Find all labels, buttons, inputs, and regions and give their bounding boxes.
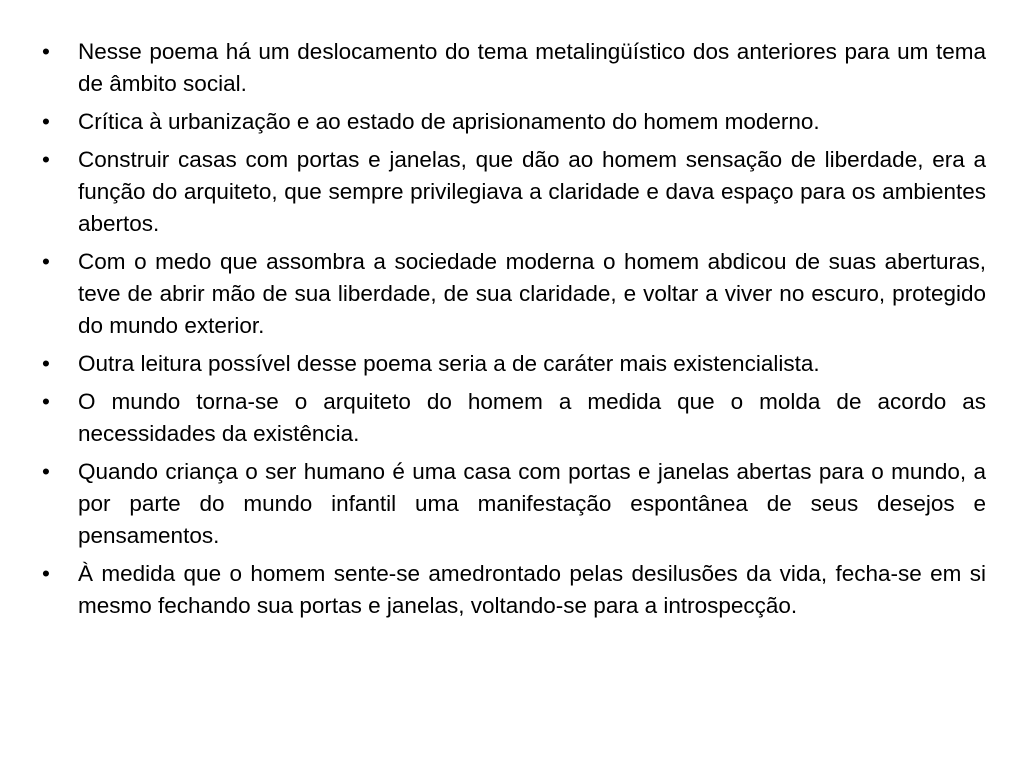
- bullet-dot-icon: •: [42, 389, 50, 414]
- bullet-item: [36, 558, 986, 622]
- bullet-dot-icon: •: [42, 147, 50, 172]
- bullet-item: [36, 246, 986, 342]
- bullet-text: Quando criança o ser humano é uma casa com portas e janelas abertas para o mundo, a por parte do mundo infantil uma manifestação espontânea de seus desejos e pensamentos.: [78, 459, 986, 548]
- bullet-item: [36, 456, 986, 552]
- bullet-item: [36, 106, 986, 138]
- bullet-dot-icon: •: [42, 561, 50, 586]
- bullet-dot-icon: •: [42, 249, 50, 274]
- bullet-list: [36, 36, 986, 628]
- bullet-item: [36, 386, 986, 450]
- bullet-text: À medida que o homem sente-se amedrontado pelas desilusões da vida, fecha-se em si mesmo fechando sua portas e janelas, voltando-se para a introspecção.: [78, 561, 986, 618]
- bullet-text: Nesse poema há um deslocamento do tema metalingüístico dos anteriores para um tema de âmbito social.: [78, 39, 986, 96]
- bullet-text: Com o medo que assombra a sociedade moderna o homem abdicou de suas aberturas, teve de abrir mão de sua liberdade, de sua claridade, e voltar a viver no escuro, protegido do mundo exterior.: [78, 249, 986, 338]
- bullet-text: Construir casas com portas e janelas, que dão ao homem sensação de liberdade, era a função do arquiteto, que sempre privilegiava a claridade e dava espaço para os ambientes abertos.: [78, 147, 986, 236]
- bullet-dot-icon: •: [42, 109, 50, 134]
- bullet-dot-icon: •: [42, 39, 50, 64]
- bullet-text: Outra leitura possível desse poema seria a de caráter mais existencialista.: [78, 351, 820, 376]
- bullet-item: [36, 36, 986, 100]
- bullet-text: Crítica à urbanização e ao estado de aprisionamento do homem moderno.: [78, 109, 820, 134]
- bullet-dot-icon: •: [42, 459, 50, 484]
- bullet-item: [36, 144, 986, 240]
- bullet-dot-icon: •: [42, 351, 50, 376]
- bullet-item: [36, 348, 986, 380]
- bullet-text: O mundo torna-se o arquiteto do homem a medida que o molda de acordo as necessidades da existência.: [78, 389, 986, 446]
